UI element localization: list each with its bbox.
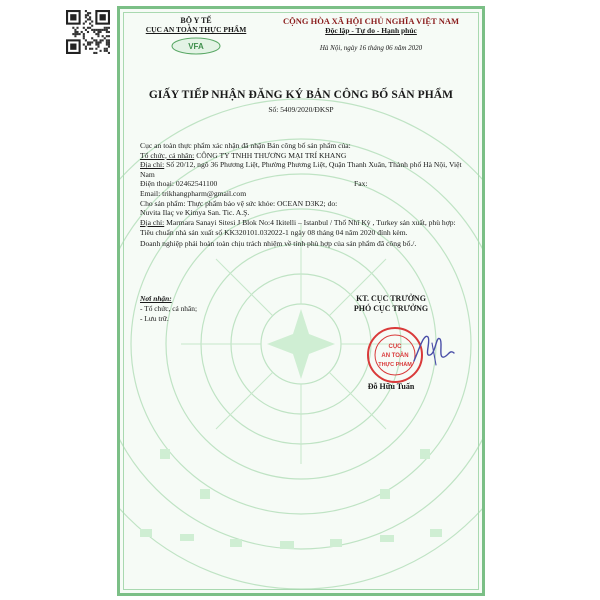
- handwritten-signature: [410, 327, 458, 371]
- ministry-name: BỘ Y TẾ: [180, 16, 212, 25]
- fax: Fax:: [354, 179, 368, 189]
- agency-name: CỤC AN TOÀN THỰC PHẨM: [145, 25, 247, 34]
- manufacturer-address-value: Marmara Sanayi Sitesi J Blok No:4 Ikitelli – Istanbul / Thổ Nhĩ Kỳ , Turkey sản xuất, phù hợp:: [166, 217, 456, 227]
- signer-name: Đỗ Hữu Tuấn: [367, 382, 415, 391]
- intro-text: Cục an toàn thực phẩm xác nhận đã nhận Bản công bố sản phẩm của:: [140, 141, 351, 150]
- product-line: Cho sản phẩm: Thực phẩm bảo vệ sức khỏe: OCEAN D3K2; do:: [140, 198, 338, 208]
- national-header: [266, 16, 476, 52]
- org-label: Tổ chức, cá nhân:: [140, 150, 195, 160]
- address-label: Địa chỉ:: [140, 160, 165, 170]
- signer-title-line2: PHÓ CỤC TRƯỞNG: [353, 303, 429, 313]
- certificate-body: [140, 141, 472, 249]
- responsibility-line: Doanh nghiệp phải hoàn toàn chịu trách nhiệm về tính phù hợp của sản phẩm đã công bố./.: [140, 238, 417, 248]
- signer-title-line1: KT. CỤC TRƯỞNG: [356, 294, 426, 303]
- org-line: [140, 151, 472, 161]
- phone: Điện thoại: 02462541100: [140, 179, 218, 189]
- address-line: [140, 160, 472, 179]
- email: Email: trikhangpharm@gmail.com: [140, 188, 247, 198]
- national-motto: Độc lập - Tự do - Hạnh phúc: [325, 26, 417, 35]
- qr-code[interactable]: [66, 10, 110, 54]
- recipient-item: - Tổ chức, cá nhân;: [140, 303, 198, 313]
- logo-text: VFA: [188, 42, 204, 51]
- manufacturer: Nuvita Ilaç ve Kimya San. Tic. A.Ş.: [140, 208, 250, 218]
- issuer-header: [136, 16, 256, 61]
- recipients-heading: Nơi nhận:: [140, 294, 172, 303]
- recipient-item: - Lưu trữ.: [140, 313, 169, 323]
- document-number: Số: 5409/2020/ĐKSP: [268, 105, 334, 114]
- manufacturer-address-label: Địa chỉ:: [140, 217, 165, 227]
- recipients-block: [140, 294, 270, 323]
- document-title: GIẤY TIẾP NHẬN ĐĂNG KÝ BẢN CÔNG BỐ SẢN PHẨM: [148, 89, 454, 101]
- stamp-text-mid: AN TOÀN: [381, 353, 409, 359]
- manufacturer-address-line: [140, 218, 472, 228]
- signer-title-block: [316, 294, 466, 313]
- place-date: Hà Nội, ngày 16 tháng 06 năm 2020: [319, 44, 423, 52]
- certificate-frame: [117, 6, 485, 596]
- address-value: Số 20/12, ngõ 36 Phương Liệt, Phường Phương Liệt, Quận Thanh Xuân, Thành phố Hà Nội, Việt Nam: [140, 160, 462, 179]
- agency-logo: [166, 36, 226, 56]
- standard-line: Tiêu chuẩn nhà sản xuất số KK320101.032022-1 ngày 08 tháng 04 năm 2020 đính kèm.: [140, 228, 408, 238]
- phone-fax-line: [140, 179, 472, 189]
- stamp-text-bottom: THỰC PHẨM: [378, 362, 412, 368]
- org-value: CÔNG TY TNHH THƯƠNG MẠI TRÍ KHANG: [196, 150, 347, 160]
- country-name: CỘNG HÒA XÃ HỘI CHỦ NGHĨA VIỆT NAM: [282, 16, 460, 26]
- stamp-text-top: CỤC: [388, 344, 402, 350]
